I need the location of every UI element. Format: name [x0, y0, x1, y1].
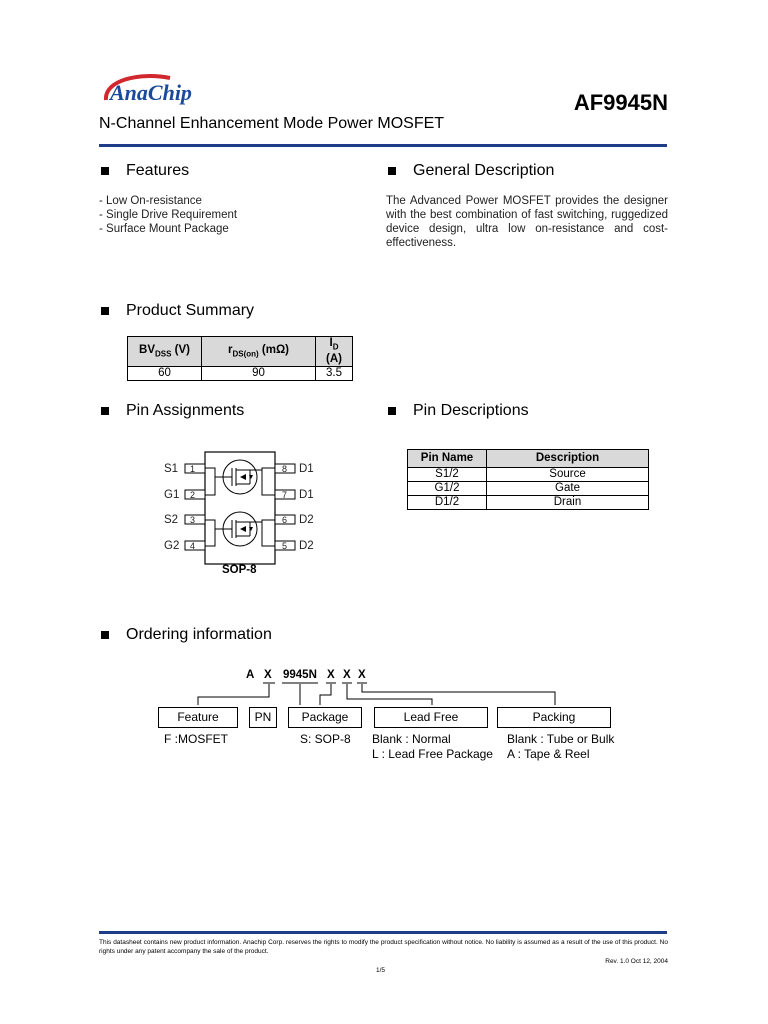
packing-option: Blank : Tube or Bulk [507, 732, 615, 746]
table-row [408, 496, 649, 510]
square-bullet-icon [388, 407, 396, 415]
pin-number: 7 [282, 490, 288, 500]
col-id: $I_D$ (A) [316, 337, 353, 367]
pin-label: D1 [299, 489, 314, 501]
pin-label: D2 [299, 514, 314, 526]
mosfet-package-drawing [160, 450, 320, 580]
part-number: AF9945N [573, 90, 668, 115]
pin-label: G1 [164, 489, 180, 501]
square-bullet-icon [101, 307, 109, 315]
code-letter: X [343, 669, 351, 681]
pin-descriptions-heading: Pin Descriptions [386, 402, 529, 420]
table-row [408, 468, 649, 482]
table-cell: Drain [487, 496, 649, 510]
package-box: Package [288, 707, 362, 728]
table-row [128, 367, 353, 381]
general-description-heading: General Description [386, 162, 554, 180]
pin-number: 3 [190, 515, 196, 525]
code-letter: X [264, 669, 272, 681]
pin-label: D2 [299, 540, 314, 552]
packing-box: Packing [497, 707, 611, 728]
pin-number: 2 [190, 490, 196, 500]
feature-item: - Surface Mount Package [99, 223, 229, 235]
product-summary-heading: Product Summary [99, 302, 254, 320]
table-cell: Source [487, 468, 649, 482]
square-bullet-icon [388, 167, 396, 175]
page-number: 1/5 [376, 967, 386, 974]
document-subtitle: N-Channel Enhancement Mode Power MOSFET [99, 115, 445, 132]
table-cell: 90 [202, 367, 316, 381]
pin-number: 8 [282, 464, 288, 474]
feature-item: - Low On-resistance [99, 195, 202, 207]
general-description-text: The Advanced Power MOSFET provides the designer with the best combination of fast switching, ruggedized device design, ultra low on-resistance and cost-effectiveness. [386, 195, 668, 249]
lead-free-option: Blank : Normal [372, 732, 451, 746]
pin-label: S2 [164, 514, 179, 526]
lead-free-option: L : Lead Free Package [372, 747, 493, 761]
pin-number: 5 [282, 541, 288, 551]
package-option: S: SOP-8 [300, 732, 351, 746]
table-cell: 3.5 [316, 367, 353, 381]
pn-box: PN [249, 707, 277, 728]
code-letter: X [358, 669, 366, 681]
packing-option: A : Tape & Reel [507, 747, 590, 761]
pin-assignments-heading: Pin Assignments [99, 402, 244, 420]
pin-number: 4 [190, 541, 196, 551]
col-bvdss: $BV_{DSS}$ (V) [128, 337, 202, 367]
col-description: Description [487, 450, 649, 468]
lead-free-box: Lead Free [374, 707, 488, 728]
feature-option: F :MOSFET [164, 732, 228, 746]
pin-label: G2 [164, 540, 180, 552]
table-cell: S1/2 [408, 468, 487, 482]
feature-box: Feature [158, 707, 238, 728]
package-label: SOP-8 [222, 564, 257, 576]
pin-label: D1 [299, 463, 314, 475]
col-pin-name: Pin Name [408, 450, 487, 468]
footer-rule [99, 931, 667, 934]
features-heading: Features [99, 162, 189, 180]
col-rdson: $r_{DS(on)}$ (mΩ) [202, 337, 316, 367]
code-letter: X [327, 669, 335, 681]
square-bullet-icon [101, 167, 109, 175]
table-cell: G1/2 [408, 482, 487, 496]
company-logo [100, 70, 230, 114]
revision-info: Rev. 1.0 Oct 12, 2004 [605, 958, 668, 965]
table-cell: D1/2 [408, 496, 487, 510]
table-row [408, 482, 649, 496]
code-letter: A [246, 669, 255, 681]
product-summary-table [127, 336, 353, 381]
header-rule [99, 144, 667, 147]
footer-disclaimer: This datasheet contains new product information. Anachip Corp. reserves the rights to modify the product specification without notice. No liability is assumed as a result of the use of this product. No rights under any patent accompany the sale of the product. [99, 939, 668, 955]
pin-number: 6 [282, 515, 288, 525]
ordering-information-heading: Ordering information [99, 626, 272, 644]
square-bullet-icon [101, 631, 109, 639]
feature-item: - Single Drive Requirement [99, 209, 238, 221]
ordering-code-diagram [150, 665, 620, 775]
square-bullet-icon [101, 407, 109, 415]
table-cell: 60 [128, 367, 202, 381]
code-letter: 9945N [283, 669, 317, 681]
features-list [99, 194, 237, 236]
sop8-pinout-diagram [160, 450, 320, 580]
table-cell: Gate [487, 482, 649, 496]
pin-number: 1 [190, 464, 196, 474]
pin-descriptions-table [407, 449, 649, 510]
logo-text: AnaChip [110, 80, 192, 105]
pin-label: S1 [164, 463, 179, 475]
